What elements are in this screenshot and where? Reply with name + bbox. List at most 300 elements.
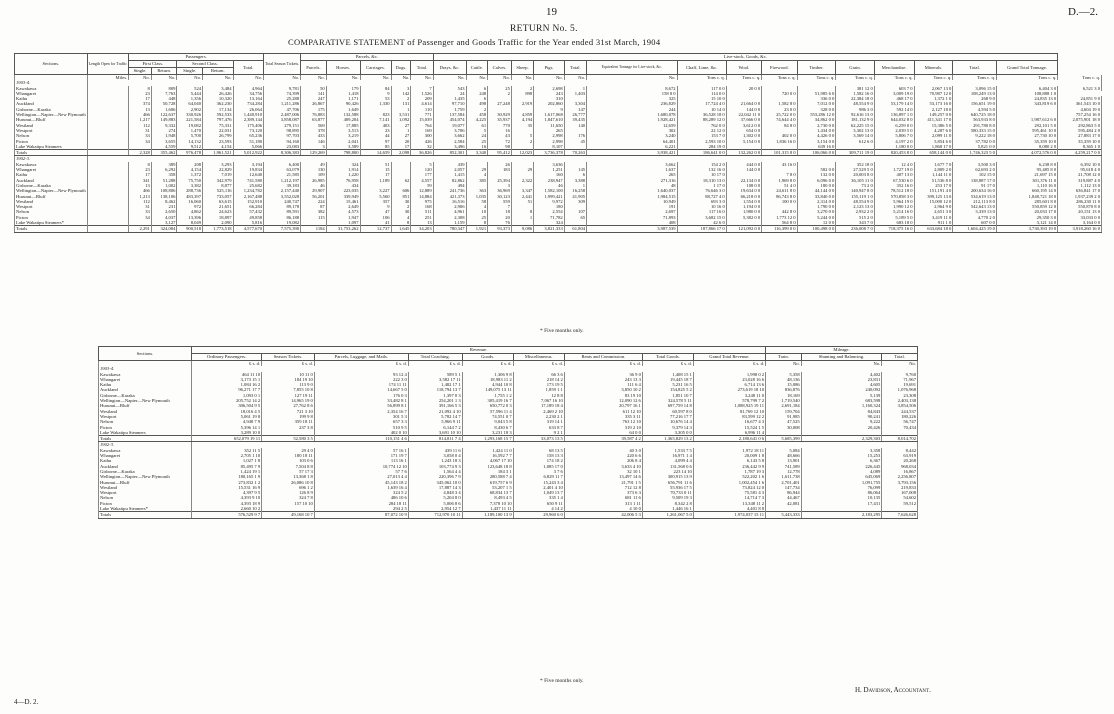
table-cell: 1,928,421 <box>587 117 678 122</box>
table-cell: 2,308 <box>433 215 466 220</box>
table-cell: 20,426 <box>801 425 882 430</box>
table-cell: 2,067 13 0 <box>914 86 953 91</box>
table-cell: 175 <box>301 107 327 112</box>
unit-label: No. <box>466 75 488 81</box>
table-cell: 6 <box>564 172 586 177</box>
table-cell: 5,964 19 0 <box>874 199 914 204</box>
page-reference: D.—2. <box>1068 6 1098 18</box>
table-cell: 17,189 18 4 <box>513 403 564 408</box>
table-cell: 10,320 <box>203 96 234 101</box>
table-cell: 5,560 <box>360 194 391 199</box>
table-cell: 173 19 5 <box>513 382 564 387</box>
table-cell: 113 9 0 <box>262 382 315 387</box>
table-cell: 448 <box>151 96 177 101</box>
year-label: 1902-3. <box>99 442 192 448</box>
section-name: Nelson <box>99 495 192 500</box>
table-cell: 2,554 <box>534 209 565 214</box>
table-cell: 18,169 <box>766 393 802 398</box>
section-name: Wellington—Napier—New Plymouth <box>99 474 192 479</box>
table-cell: 31 <box>129 204 152 209</box>
table-cell: 2 <box>511 86 533 91</box>
table-cell: 683 18 0 <box>874 220 914 226</box>
table-cell: 1,677 7 0 <box>914 162 953 167</box>
table-cell: 20,151 13 0 <box>1058 209 1102 214</box>
table-cell: 439 <box>433 162 466 167</box>
table-cell: 650,772 0 3 <box>462 403 513 408</box>
table-cell: 721 3 10 <box>262 409 315 414</box>
table-cell: 1,727 19 0 <box>874 167 914 172</box>
table-cell: 15,386 5 0 <box>914 123 953 128</box>
table-cell: 2 <box>391 204 411 209</box>
table-cell: 131 <box>391 101 411 106</box>
table-cell: 1,851 10 7 <box>642 393 693 398</box>
table-cell: 153 7 0 <box>677 133 726 138</box>
table-cell: 85,495 7 9 <box>192 464 262 469</box>
table-cell: 20 <box>488 215 512 220</box>
table-cell: 8,430 6 7 <box>462 425 513 430</box>
table-cell: 4,557 <box>411 178 433 183</box>
table-cell: 248 <box>466 91 488 96</box>
total-cell: 129,269 <box>301 150 327 156</box>
table-cell: 6,143 5 8 <box>693 458 765 463</box>
table-cell: 3,612 0 0 <box>726 123 761 128</box>
table-cell: 4,614 <box>411 101 433 106</box>
header-sheep: Sheep. <box>511 61 533 75</box>
table-cell: 27,013 4 4 <box>314 474 408 479</box>
table-cell: 95,485 8 0 <box>996 167 1057 172</box>
header-passenger-total: Total. <box>233 61 264 75</box>
table-cell: 1,144 11 0 <box>914 172 953 177</box>
table-cell: 247 <box>301 96 327 101</box>
table-cell: 6 <box>466 96 488 101</box>
table-cell: 18,897 <box>203 215 234 220</box>
table-cell: 4,770 2 0 <box>953 215 997 220</box>
table-cell: 5,231 16 5 <box>642 382 693 387</box>
table-cell: 22,829 <box>203 167 234 172</box>
table-cell: 8,442 <box>882 448 918 453</box>
table-cell: 2,057 <box>433 167 466 172</box>
unit-label: No. <box>882 361 918 367</box>
table-cell: 408 <box>587 220 678 226</box>
table-cell: 154 2 0 <box>677 162 726 167</box>
table-cell: 88,289 12 0 <box>677 117 726 122</box>
table-cell: 1,251 <box>534 167 565 172</box>
table-cell: 2,090 <box>203 220 234 226</box>
table-cell: 421,373 <box>433 194 466 199</box>
table-cell: 5,358 <box>766 372 802 377</box>
table-cell: 2,230 2 1 <box>513 414 564 419</box>
table-cell: 20,003 8 0 <box>836 172 874 177</box>
header-first-return: Return. <box>151 68 177 75</box>
table-cell: 35,359 10 0 <box>1058 139 1102 144</box>
table-cell: 141 <box>301 91 327 96</box>
unit-label: £ s. d. <box>192 361 262 367</box>
table-cell: 24,835 13 0 <box>996 96 1057 101</box>
table-cell: 29 <box>511 167 533 172</box>
revenue-mileage-table <box>98 346 918 519</box>
table-cell: 1,434 0 0 <box>797 128 836 133</box>
table-cell: 5,061 19 8 <box>192 414 262 419</box>
table-cell: 1,091,755 <box>801 480 882 485</box>
table-cell: 46 <box>534 183 565 188</box>
table-cell: 3,793,156 <box>882 480 918 485</box>
total-cell: 3,938,421 <box>587 150 678 156</box>
table-cell: 36 9 0 <box>564 372 642 377</box>
table-cell: 645,069 <box>801 474 882 479</box>
unit-label: No. <box>564 75 586 81</box>
table-cell: 39,435 <box>564 117 586 122</box>
table-cell: 1,526 <box>411 91 433 96</box>
table-cell: 2,932 2 0 <box>836 209 874 214</box>
table-cell: 36,528 18 0 <box>677 112 726 117</box>
table-cell: 13 <box>129 107 152 112</box>
table-cell: 123,648 18 8 <box>462 464 513 469</box>
table-cell: 73,824 12 0 <box>693 485 765 490</box>
table-cell: 222 3 0 <box>314 377 408 382</box>
table-cell: 3,347 <box>511 188 533 193</box>
table-cell: 771 <box>411 112 433 117</box>
table-cell: 17 <box>129 172 152 177</box>
table-cell: 595,484 2 0 <box>1058 128 1102 133</box>
table-cell: 4,397 9 5 <box>192 490 262 495</box>
table-cell: 206 8 4 <box>564 458 642 463</box>
header-passengers: Passengers. <box>129 54 264 61</box>
table-cell: 319,887 4 0 <box>1058 178 1102 183</box>
section-name: Hurunui—Bluff <box>99 480 192 485</box>
table-cell: 16 <box>466 144 488 150</box>
table-cell: 130 <box>301 167 327 172</box>
table-cell: 12,889 <box>411 188 433 193</box>
table-cell: 10 14 0 <box>677 107 726 112</box>
table-cell: 612 6 0 <box>836 139 874 144</box>
table-cell: 1,773 12 0 <box>762 215 797 220</box>
table-cell: 1,440,910 <box>233 112 264 117</box>
table-cell: 14,132 <box>177 139 203 144</box>
table-cell: 797,476 <box>203 117 234 122</box>
totals-label: Totals <box>15 150 88 156</box>
total-cell: 1,974,037 15 11 <box>693 512 765 518</box>
table-cell: 17 <box>129 96 152 101</box>
table-cell: 183 <box>488 167 512 172</box>
table-cell: 108,888 1 0 <box>996 91 1057 96</box>
table-cell: 986 3 0 <box>836 107 874 112</box>
table-cell: 25,722 0 0 <box>762 112 797 117</box>
table-cell: 15 10 0 <box>677 96 726 101</box>
table-cell: 5,396 14 1 <box>192 425 262 430</box>
table-cell: 498 <box>466 101 488 106</box>
unit-label: No. <box>233 75 264 81</box>
table-cell: 56,201 <box>301 194 327 199</box>
table-cell: 4,393 18 9 <box>192 501 262 506</box>
unit-label: Tons c. q. <box>953 75 997 81</box>
table-cell: 84,843 <box>801 409 882 414</box>
table-cell: 4,225 <box>466 117 488 122</box>
total-cell: 42,006 5 3 <box>564 512 642 518</box>
total-cell: 5,443,333 <box>766 512 802 518</box>
table-cell: 373 6 3 <box>564 490 642 495</box>
table-cell: 46 <box>301 183 327 188</box>
header-first-class: First Class. <box>129 61 177 68</box>
table-cell: 48,554 9 0 <box>836 199 874 204</box>
total-cell <box>87 226 128 232</box>
unit-label: £ s. d. <box>262 361 315 367</box>
table-cell: 8 <box>129 162 152 167</box>
table-cell: 238,947 <box>534 178 565 183</box>
revenue-column-header: Goods. <box>462 354 513 361</box>
table-cell: 56,747 <box>882 419 918 424</box>
table-cell: 22 12 0 <box>677 128 726 133</box>
table-cell: 71,782 <box>534 215 565 220</box>
table-cell: 13 <box>129 183 152 188</box>
table-cell: 6,221 <box>587 144 678 150</box>
table-cell: 8,672 <box>587 86 678 91</box>
table-cell: 21,697 15 0 <box>996 172 1057 177</box>
table-cell: 16,516 <box>433 199 466 204</box>
table-cell: 27,529 5 0 <box>836 167 874 172</box>
table-cell: 1,937,239 2 0 <box>1058 194 1102 199</box>
table-cell: 176 <box>564 133 586 138</box>
table-cell: 550,859 12 0 <box>996 204 1057 209</box>
table-cell: 7,141 <box>360 117 391 122</box>
table-cell: 770 <box>488 123 512 128</box>
unit-label: No. <box>411 75 433 81</box>
unit-label: No. <box>129 75 152 81</box>
table-cell: 809 <box>151 86 177 91</box>
total-cell: 1,921 <box>466 226 488 232</box>
table-cell: 3,248 11 0 <box>693 393 765 398</box>
table-cell: 542,643 13 0 <box>953 204 997 209</box>
table-cell: 5,066 <box>233 144 264 150</box>
table-cell: 7,378 10 10 <box>462 501 513 506</box>
table-cell: 25 <box>488 86 512 91</box>
table-cell: 3,484 <box>203 86 234 91</box>
table-cell: 16,060 <box>177 199 203 204</box>
table-cell: 77,216 17 7 <box>642 414 693 419</box>
table-cell: 2,401 4 10 <box>513 485 564 490</box>
table-cell: 4,948 7 9 <box>192 419 262 424</box>
unit-label: Tons c. q. <box>874 75 914 81</box>
table-cell: 3,009 19 0 <box>874 91 914 96</box>
table-cell: 4,067 17 10 <box>462 458 513 463</box>
table-cell: 4,559 <box>151 144 177 150</box>
table-cell: 4 <box>391 215 411 220</box>
table-cell: 656,791 11 6 <box>642 480 693 485</box>
table-cell: 13 <box>411 220 433 226</box>
table-cell: 342,979 <box>203 178 234 183</box>
table-cell: 1,990 12 0 <box>874 204 914 209</box>
table-cell: 2,701,401 <box>766 480 802 485</box>
table-cell: 5,821 0 0 <box>953 144 997 150</box>
total-cell: 14,659 <box>360 150 391 156</box>
table-cell: 18,310 13 0 <box>677 178 726 183</box>
table-cell: 21,708 12 0 <box>1058 172 1102 177</box>
table-cell: 138,106 <box>151 194 177 199</box>
table-cell: 553,286 12 0 <box>797 112 836 117</box>
table-cell: 1,999,421 <box>534 194 565 199</box>
table-cell: 319 14 1 <box>513 419 564 424</box>
table-cell: 86,743 8 0 <box>762 194 797 199</box>
table-cell: 4,402 <box>801 372 882 377</box>
table-cell: 26,426 <box>203 91 234 96</box>
table-cell: 12 0 0 <box>797 220 836 226</box>
header-chaff-lime: Chaff, Lime, &c. <box>677 61 726 75</box>
unit-label: Tons c. q. <box>914 75 953 81</box>
table-cell: 361,543 10 0 <box>1058 101 1102 106</box>
table-cell: 6,404 3 0 <box>996 86 1057 91</box>
table-cell: 94,160 <box>264 139 301 144</box>
section-name: Nelson <box>99 419 192 424</box>
table-cell: 109 <box>301 172 327 177</box>
unit-label: £ s. d. <box>564 361 642 367</box>
table-cell: 7,067 16 10 <box>513 398 564 403</box>
table-cell: 132 0 0 <box>797 172 836 177</box>
table-cell: 15,086 <box>766 382 802 387</box>
table-cell: 97,710 <box>433 101 466 106</box>
table-cell: 382 <box>301 209 327 214</box>
table-cell: 2,919 <box>511 101 533 106</box>
table-cell: 3,339 13 0 <box>953 209 997 214</box>
table-cell: 378 <box>301 128 327 133</box>
table-cell: 17,724 4 0 <box>677 101 726 106</box>
section-name: Kawakawa <box>99 448 192 453</box>
table-cell: 3,419 11 0 <box>914 215 953 220</box>
table-cell: 2,651 3 0 <box>914 209 953 214</box>
table-cell: 12 4 0 <box>874 162 914 167</box>
table-cell: 2,099 11 0 <box>914 133 953 138</box>
table-cell: 219,833 <box>882 485 918 490</box>
table-cell: 741,589 <box>766 464 802 469</box>
section-name: Whangarei <box>99 453 192 458</box>
table-cell: 1 17 0 <box>677 183 726 188</box>
table-cell: 1,947 <box>326 215 360 220</box>
table-cell: 2,902 <box>177 107 203 112</box>
unit-label: No. <box>177 75 203 81</box>
table-cell: 439 11 6 <box>408 448 462 453</box>
table-cell: 65,236 <box>233 133 264 138</box>
table-cell: 273,619 18 10 <box>693 387 765 392</box>
table-cell: 285,601 8 0 <box>996 199 1057 204</box>
table-cell: 16,867 <box>882 469 918 474</box>
table-cell: 1,972 18 11 <box>693 448 765 453</box>
section-name: Nelson <box>15 133 88 138</box>
table-cell: 764 <box>411 123 433 128</box>
table-cell: 391,166 5 3 <box>408 403 462 408</box>
table-cell: 22,134 0 0 <box>726 178 761 183</box>
page-number: 19 <box>546 6 557 18</box>
table-cell: 8,107 <box>534 144 565 150</box>
table-cell: 1,213 <box>129 194 152 199</box>
header-parcels: Parcels, &c. <box>301 54 434 61</box>
table-cell: 9 <box>360 204 391 209</box>
table-cell: 657 3 3 <box>314 419 408 424</box>
table-cell: 12,640 <box>233 172 264 177</box>
table-cell: 5,154 0 0 <box>726 139 761 144</box>
table-cell: 644,032 8 0 <box>874 117 914 122</box>
header-mileage: Mileage. <box>766 347 918 354</box>
passenger-goods-traffic-table <box>14 53 1102 233</box>
table-cell: 2,389,144 <box>233 117 264 122</box>
table-cell: 402 0 10 <box>314 430 408 436</box>
table-cell: 466 <box>129 188 152 193</box>
table-cell: 385 <box>466 178 488 183</box>
table-cell: 25,394 <box>488 178 512 183</box>
table-cell: 16 <box>488 128 512 133</box>
total-cell: 652,079 19 11 <box>192 436 262 442</box>
table-cell: 18,016 4 5 <box>192 409 262 414</box>
table-cell: 13,901 <box>766 458 802 463</box>
table-cell: 8 <box>466 220 488 226</box>
table-cell: 114 0 0 <box>677 91 726 96</box>
table-cell: 120 <box>411 167 433 172</box>
header-grain: Grain. <box>836 61 874 75</box>
table-cell: 2,649 <box>326 204 360 209</box>
table-cell: 64,040 <box>177 101 203 106</box>
revenue-column-header: Miscellaneous. <box>513 354 564 361</box>
table-cell: 639 16 0 <box>797 144 836 150</box>
table-cell: 226,445 <box>801 464 882 469</box>
section-name: Gisborne—Karaka <box>15 107 88 112</box>
table-cell: 352 18 0 <box>836 162 874 167</box>
table-cell: 294 2 5 <box>314 506 408 512</box>
table-cell: 3,662 <box>587 162 678 167</box>
section-name: Picton <box>99 501 192 506</box>
table-cell: 184 19 10 <box>262 377 315 382</box>
table-cell: 409,204 <box>326 117 360 122</box>
table-cell: 1,639 16 4 <box>314 485 408 490</box>
total-cell: 4,577,670 <box>233 226 264 232</box>
table-cell: 2 <box>391 96 411 101</box>
table-cell: 26,064 <box>233 107 264 112</box>
table-cell: 31 <box>129 128 152 133</box>
table-cell: 184 3 1 <box>462 469 513 474</box>
total-cell: 49,168 10 7 <box>262 512 315 518</box>
table-cell: 4 <box>466 204 488 209</box>
table-cell: 6 <box>466 86 488 91</box>
section-name: Kawakawa <box>15 86 88 91</box>
table-cell: 131,568 0 6 <box>642 464 693 469</box>
table-cell: 3,496 <box>433 144 466 150</box>
table-cell: 2,075,901 18 0 <box>1058 117 1102 122</box>
table-cell: 64,401 <box>587 139 678 144</box>
revenue-column-header: Total. <box>882 354 918 361</box>
table-cell: 6,400 <box>264 162 301 167</box>
table-cell: 2,954 12 7 <box>408 506 462 512</box>
table-cell: 51 4 0 <box>762 183 797 188</box>
accountant-signature: H. Davidson, Accountant. <box>855 686 931 694</box>
table-cell: 1,649 <box>326 107 360 112</box>
table-cell: 9,509 19 3 <box>642 495 693 500</box>
table-cell: 291,780 8 0 <box>953 123 997 128</box>
table-cell: 319 2 10 <box>564 425 642 430</box>
unit-label: Tons c. q. <box>1058 75 1102 81</box>
table-cell: 33,033 0 0 <box>1058 215 1102 220</box>
table-cell: 91,985 <box>766 414 802 419</box>
table-cell: 1,189 <box>360 178 391 183</box>
table-cell: 49,858 <box>233 215 264 220</box>
table-cell: 154,825 5 2 <box>642 387 693 392</box>
table-cell: 494 <box>433 183 466 188</box>
table-cell: 223 14 10 <box>642 469 693 474</box>
table-cell: 50 <box>301 86 327 91</box>
header-merchandise: Merchandise. <box>874 61 914 75</box>
table-cell: 147,734 <box>766 485 802 490</box>
table-cell: 169 <box>411 128 433 133</box>
table-cell: 181,132 9 0 <box>836 117 874 122</box>
total-cell: 116,399 0 0 <box>762 226 797 232</box>
section-name: Auckland <box>15 178 88 183</box>
unit-label: £ s. d. <box>408 361 462 367</box>
table-cell: 23 <box>129 167 152 172</box>
